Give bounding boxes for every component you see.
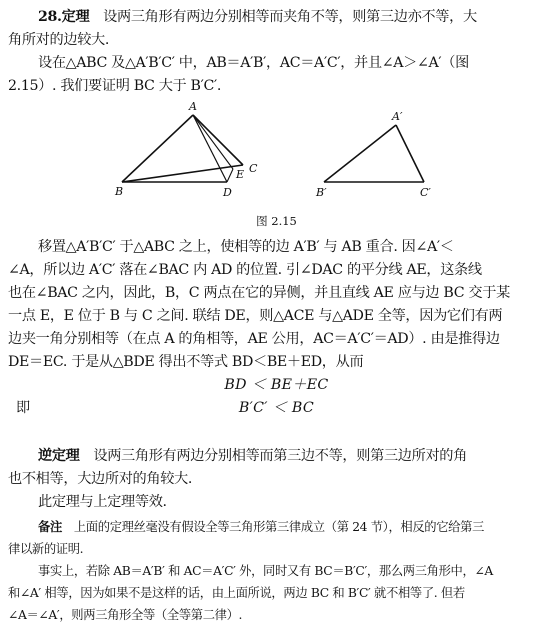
equation-2-lead: 即 — [16, 400, 31, 416]
remark-line-3: 事实上，若除 AB＝A′B′ 和 AC＝A′C′ 外，同时又有 BC＝B′C′，那么两三角形中，∠A — [38, 564, 493, 578]
setup-line-1: 设在△ABC 及△A′B′C′ 中，AB＝A′B′，AC＝A′C′，并且∠A＞∠A′（图 — [38, 55, 469, 71]
remark-line-1 — [8, 516, 545, 538]
proof-line-2: ∠A，所以边 A′C′ 落在∠BAC 内 AD 的位置. 引∠DAC 的平分线 AE，这条线 — [8, 262, 482, 278]
edge-AE — [193, 115, 233, 169]
converse-label: 逆定理 — [38, 448, 80, 464]
theorem-number: 28. — [38, 9, 62, 25]
figure-2-15 — [8, 100, 545, 230]
remark-line-2: 律以新的证明. — [8, 542, 84, 556]
proof-line-6: DE＝EC. 于是从△BDE 得出不等式 BD＜BE＋ED，从而 — [8, 354, 364, 370]
theorem-line-1 — [8, 6, 545, 29]
label-B: B — [115, 185, 124, 198]
remark-line-5: ∠A＝∠A′，则两三角形全等（全等第二律）. — [8, 608, 243, 622]
proof-line-5: 边夹一角分别相等（在点 A 的角相等，AE 公用，AC＝A′C′＝AD）. 由是推得边 — [8, 331, 500, 347]
setup-line-2: 2.15）. 我们要证明 BC 大于 B′C′. — [8, 78, 222, 94]
label-B-prime: B′ — [316, 186, 327, 199]
edge-A1B1 — [324, 125, 396, 182]
theorem-text-1: 设两三角形有两边分别相等而夹角不等，则第三边亦不等，大 — [103, 9, 477, 25]
figure-caption: 图 2.15 — [256, 214, 297, 228]
theorem-line-2: 角所对的边较大. — [8, 32, 110, 48]
edge-AB — [122, 115, 193, 182]
edge-DE — [227, 169, 233, 182]
edge-A1C1 — [396, 125, 424, 182]
converse-text-1: 设两三角形有两边分别相等而第三边不等，则第三边所对的角 — [93, 448, 467, 464]
label-C-prime: C′ — [420, 186, 431, 199]
remark-label: 备注 — [38, 519, 62, 534]
converse-block — [8, 445, 545, 514]
equation-2: B′C′ ＜ BC — [238, 400, 315, 416]
remark-text-1: 上面的定理丝毫没有假设全等三角形第三律成立（第 24 节），相反的它给第三 — [73, 520, 485, 534]
converse-equivalence: 此定理与上定理等效. — [38, 494, 167, 510]
remark-line-4: 和∠A′ 相等，因为如果不是这样的话，由上面所说，两边 BC 和 B′C′ 就不相等了. 但若 — [8, 586, 465, 600]
label-D: D — [223, 186, 232, 199]
remark-block — [8, 516, 545, 626]
equation-1: BD ＜ BE＋EC — [224, 377, 329, 393]
edge-AC — [193, 115, 243, 165]
label-A-prime: A′ — [392, 110, 403, 123]
figure-svg — [8, 100, 545, 225]
label-A: A — [189, 100, 197, 113]
equation-2-row — [8, 397, 545, 420]
converse-line-1 — [8, 445, 545, 468]
edge-BC — [122, 165, 243, 182]
proof-line-3: 也在∠BAC 之内，因此，B，C 两点在它的异侧，并且直线 AE 应与边 BC 交于某 — [8, 285, 510, 301]
proof-line-1: 移置△A′B′C′ 于△ABC 之上，使相等的边 A′B′ 与 AB 重合. 因∠A′＜ — [38, 239, 454, 255]
proof-line-4: 一点 E，E 位于 B 与 C 之间. 联结 DE，则△ACE 与△ADE 全等，因为它们有两 — [8, 308, 503, 324]
theorem-label: 定理 — [61, 9, 90, 25]
theorem-block — [8, 6, 545, 98]
label-E: E — [236, 168, 245, 181]
label-C: C — [249, 162, 258, 175]
converse-line-2: 也不相等，大边所对的角较大. — [8, 471, 193, 487]
proof-block — [8, 236, 545, 420]
